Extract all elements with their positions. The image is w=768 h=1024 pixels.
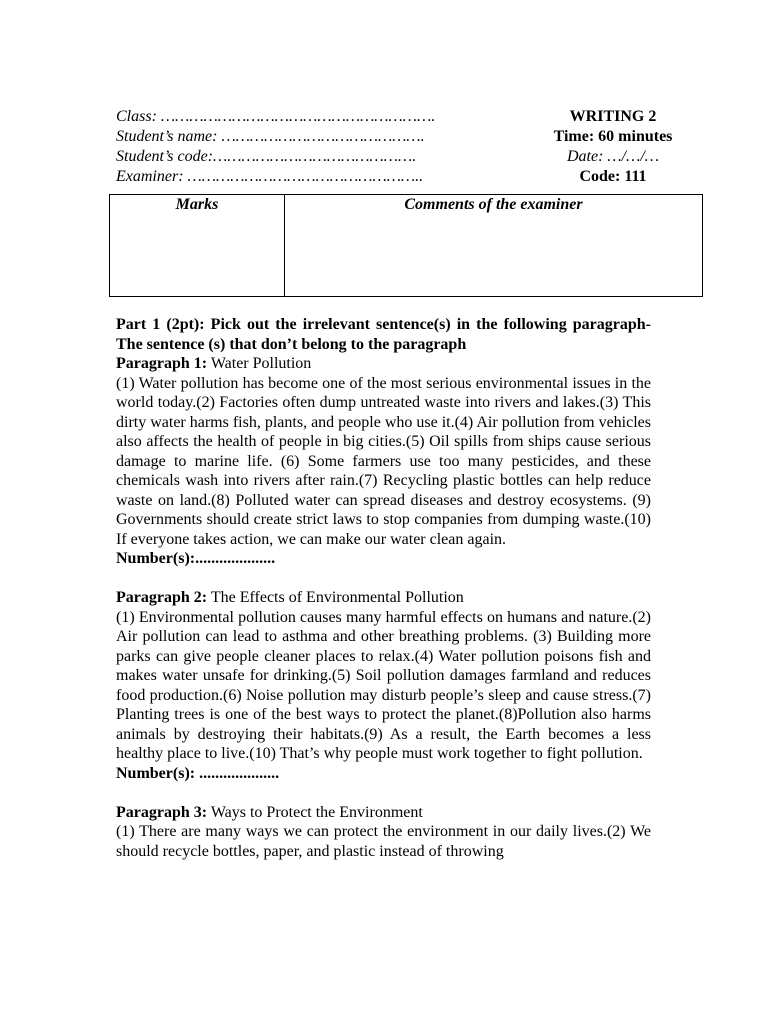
paragraph1-title: Water Pollution bbox=[207, 355, 312, 372]
spacer bbox=[116, 783, 651, 803]
marks-cell: Marks bbox=[110, 195, 285, 297]
paragraph1-answer: Number(s):.................... bbox=[116, 550, 276, 567]
worksheet-body bbox=[116, 315, 651, 861]
paragraph2-label: Paragraph 2: bbox=[116, 589, 208, 606]
exam-header bbox=[116, 107, 694, 187]
class-field: Class: …………………………………………………. bbox=[116, 108, 436, 125]
student-code-field: Student’s code:……………………………………. bbox=[116, 148, 417, 165]
paragraph3-label: Paragraph 3: bbox=[116, 803, 208, 821]
paragraph3-heading bbox=[116, 803, 651, 823]
marks-table-row bbox=[110, 195, 703, 297]
exam-time: Time: 60 minutes bbox=[553, 128, 673, 145]
paragraph1-text: (1) Water pollution has become one of the most serious environmental issues in the world today.(2) Factories often dump untreated waste into rivers and lakes.(3) This dirty water harms fish, plants, and people who use it.(4) Air pollution from vehicles also affects the health of people in big cities.(5) Oil spills from ships cause serious damage to marine life. (6) Some farmers use too many pesticides, and these chemicals wash into rivers after rain.(7) Recycling plastic bottles can help reduce waste on land.(8) Polluted water can spread diseases and destroy ecosystems. (9) Governments should create strict laws to stop companies from dumping waste.(10) If everyone takes action, we can make our water clean again. bbox=[116, 374, 651, 548]
exam-code: Code: 111 bbox=[579, 168, 647, 185]
paragraph3-text: (1) There are many ways we can protect the environment in our daily lives.(2) We should recycle bottles, paper, and plastic instead of throwing bbox=[116, 823, 651, 860]
comments-cell: Comments of the examiner bbox=[285, 195, 703, 297]
marks-table bbox=[109, 194, 703, 297]
header-row-3 bbox=[116, 147, 694, 167]
header-row-2 bbox=[116, 127, 694, 147]
exam-date: Date: …/…/… bbox=[567, 148, 659, 165]
exam-title: WRITING 2 bbox=[569, 108, 657, 125]
examiner-field: Examiner: ………………………………………….. bbox=[116, 168, 424, 185]
student-name-field: Student’s name: ……………………………………. bbox=[116, 128, 425, 145]
paragraph1-heading bbox=[116, 354, 651, 374]
header-row-4 bbox=[116, 167, 694, 187]
part1-instruction: Part 1 (2pt): Pick out the irrelevant sentence(s) in the following paragraph- The sentence (s) that don’t belong to the paragraph bbox=[116, 316, 651, 353]
header-row-1 bbox=[116, 107, 694, 127]
paragraph2-heading bbox=[116, 588, 651, 608]
paragraph2-title: The Effects of Environmental Pollution bbox=[207, 589, 464, 606]
spacer bbox=[116, 569, 651, 589]
paragraph2-answer: Number(s): .................... bbox=[116, 764, 280, 782]
paragraph3-title: Ways to Protect the Environment bbox=[207, 803, 423, 821]
paragraph1-label: Paragraph 1: bbox=[116, 355, 208, 372]
paragraph2-text: (1) Environmental pollution causes many harmful effects on humans and nature.(2) Air pollution can lead to asthma and other breathing problems. (3) Building more parks can give people cleaner places to relax.(4) Water pollution poisons fish and makes water unsafe for drinking.(5) Soil pollution damages farmland and reduces food production.(6) Noise pollution may disturb people’s sleep and cause stress.(7) Planting trees is one of the best ways to protect the planet.(8)Pollution also harms animals by destroying their habitats.(9) As a result, the Earth becomes a less healthy place to live.(10) That’s why people must work together to fight pollution. bbox=[116, 608, 651, 762]
